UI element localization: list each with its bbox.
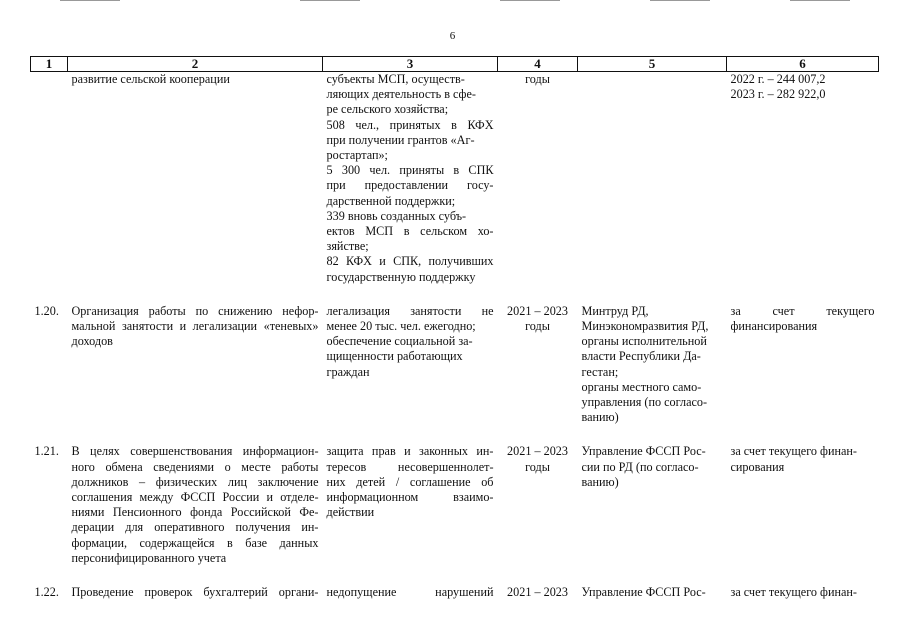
table-body <box>31 72 879 601</box>
column-number-cell: 1 <box>31 57 68 72</box>
text-line: действии <box>326 505 375 520</box>
text-line: за счет текущего <box>730 303 875 318</box>
text-line: государственную поддержку <box>326 269 476 284</box>
text-line: Минэкономразвития РД, <box>581 319 709 334</box>
text-line: доходов <box>71 334 113 349</box>
text-line: годы <box>525 459 550 474</box>
text-line: за счет текущего финан- <box>730 444 857 459</box>
executors-cell <box>578 566 727 600</box>
text-line: ванию) <box>581 474 619 489</box>
executors-cell <box>578 72 727 285</box>
text-line: защита прав и законных ин- <box>326 444 494 459</box>
text-line: при предоставлении госу- <box>326 178 494 193</box>
measures-table <box>30 56 879 600</box>
period-cell <box>498 425 578 566</box>
column-number-cell: 6 <box>727 57 879 72</box>
text-line: сирования <box>730 459 785 474</box>
text-line: ростартап»; <box>326 148 388 163</box>
text-line: развитие сельской кооперации <box>71 72 230 86</box>
text-line: менее 20 тыс. чел. ежегодно; <box>326 319 476 334</box>
period-cell <box>498 566 578 600</box>
measures-table-container <box>30 56 878 600</box>
text-line: легализация занятости не <box>326 303 494 318</box>
text-line: 2021 – 2023 <box>507 585 568 600</box>
text-line: 339 вновь созданных субъ- <box>326 208 467 223</box>
text-line: зяйстве; <box>326 239 369 254</box>
financing-cell <box>727 425 879 566</box>
top-edge-rule <box>650 0 710 1</box>
measure-cell <box>68 72 323 285</box>
text-line: органы исполнительной <box>581 334 707 349</box>
page-number: 6 <box>449 30 456 42</box>
text-line: годы <box>525 72 550 86</box>
table-row <box>31 72 879 285</box>
text-line: соглашения между ФССП России и отделе- <box>71 490 319 505</box>
measure-cell <box>68 425 323 566</box>
financing-cell <box>727 285 879 426</box>
item-number-cell <box>31 72 68 285</box>
table-row <box>31 425 879 566</box>
executors-cell <box>578 285 727 426</box>
text-line: них детей / соглашение об <box>326 474 494 489</box>
text-line: граждан <box>326 364 370 379</box>
text-line: формации, содержащейся в базе данных <box>71 535 319 550</box>
text-line: персонифицированного учета <box>71 550 227 565</box>
text-line: гестан; <box>581 364 619 379</box>
period-cell <box>498 285 578 426</box>
executors-cell <box>578 425 727 566</box>
column-number-cell: 5 <box>578 57 727 72</box>
text-line: ектов МСП в сельском хо- <box>326 224 494 239</box>
text-line: финансирования <box>730 319 818 334</box>
text-line: органы местного само- <box>581 379 702 394</box>
text-line: В целях совершенствования информацион- <box>71 444 319 459</box>
text-line: дарственной поддержки; <box>326 193 456 208</box>
table-row <box>31 566 879 600</box>
text-line: сии по РД (по согласо- <box>581 459 699 474</box>
column-number-cell: 2 <box>68 57 323 72</box>
text-line: 2021 – 2023 <box>507 303 568 318</box>
text-line: власти Республики Да- <box>581 349 701 364</box>
text-line: Организация работы по снижению нефор- <box>71 303 319 318</box>
text-line: 5 300 чел. приняты в СПК <box>326 163 494 178</box>
column-number-cell: 4 <box>498 57 578 72</box>
table-row <box>31 285 879 426</box>
item-number-cell: 1.22. <box>34 585 59 600</box>
text-line: 2022 г. – 244 007,2 <box>730 72 826 86</box>
text-line: Проведение проверок бухгалтерий органи- <box>71 585 319 600</box>
top-edge-rule <box>790 0 850 1</box>
item-number-cell: 1.21. <box>34 444 59 459</box>
measure-cell <box>68 285 323 426</box>
text-line: дерации для оперативного получения ин- <box>71 520 319 535</box>
top-edge-rule <box>60 0 120 1</box>
text-line: тересов несовершеннолет- <box>326 459 494 474</box>
column-number-header-row <box>31 57 879 72</box>
text-line: за счет текущего финан- <box>730 585 857 600</box>
indicators-cell <box>323 72 498 285</box>
text-line: 82 КФХ и СПК, получивших <box>326 254 494 269</box>
financing-cell <box>727 72 879 285</box>
text-line: ванию) <box>581 410 619 425</box>
top-edge-rule <box>500 0 560 1</box>
text-line: при получении грантов «Аг- <box>326 132 475 147</box>
text-line: Управление ФССП Рос- <box>581 585 706 600</box>
measure-cell <box>68 566 323 600</box>
text-line: ного обмена сведениями о месте работы <box>71 459 319 474</box>
text-line: Управление ФССП Рос- <box>581 444 706 459</box>
indicators-cell <box>323 566 498 600</box>
text-line: управления (по согласо- <box>581 395 708 410</box>
text-line: мальной занятости и легализации «теневых» <box>71 319 319 334</box>
financing-cell <box>727 566 879 600</box>
text-line: субъекты МСП, осуществ- <box>326 72 465 86</box>
text-line: 2023 г. – 282 922,0 <box>730 87 826 102</box>
period-cell <box>498 72 578 285</box>
text-line: щищенности работающих <box>326 349 463 364</box>
text-line: обеспечение социальной за- <box>326 334 473 349</box>
text-line: недопущение нарушений <box>326 585 494 600</box>
column-number-cell: 3 <box>323 57 498 72</box>
text-line: годы <box>525 319 550 334</box>
text-line: 2021 – 2023 <box>507 444 568 459</box>
text-line: ляющих деятельность в сфе- <box>326 87 476 102</box>
text-line: Минтруд РД, <box>581 303 649 318</box>
text-line: 508 чел., принятых в КФХ <box>326 117 494 132</box>
text-line: информационном взаимо- <box>326 490 494 505</box>
item-number-cell: 1.20. <box>34 303 59 318</box>
top-edge-rule <box>300 0 360 1</box>
indicators-cell <box>323 425 498 566</box>
text-line: ниями Пенсионного фонда Российской Фе- <box>71 505 319 520</box>
indicators-cell <box>323 285 498 426</box>
text-line: ре сельского хозяйства; <box>326 102 449 117</box>
text-line: должников – физических лиц заключение <box>71 474 319 489</box>
